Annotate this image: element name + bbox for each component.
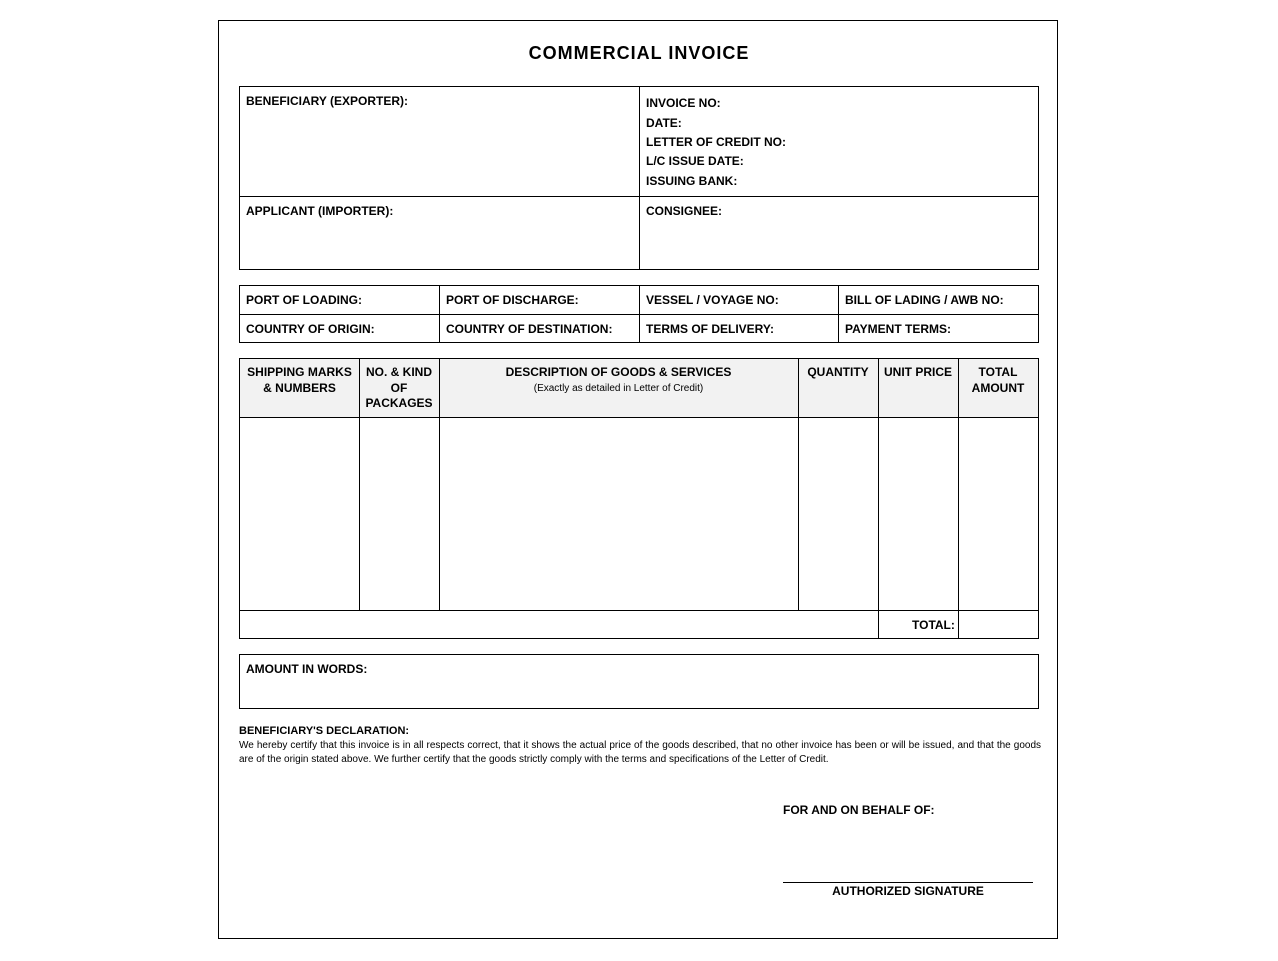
bill-of-lading-label: BILL OF LADING / AWB NO:	[845, 293, 1004, 307]
lc-issue-date-label: L/C ISSUE DATE:	[646, 154, 744, 168]
description-header: DESCRIPTION OF GOODS & SERVICES (Exactly as detailed in Letter of Credit)	[439, 365, 798, 397]
terms-of-delivery-label: TERMS OF DELIVERY:	[646, 322, 775, 336]
port-of-loading-label: PORT OF LOADING:	[246, 293, 362, 307]
consignee-label: CONSIGNEE:	[646, 204, 723, 218]
invoice-no-label: INVOICE NO:	[646, 96, 721, 110]
shipping-marks-header: SHIPPING MARKS & NUMBERS	[247, 365, 352, 395]
declaration-text: We hereby certify that this invoice is in all respects correct, that it shows the actual price of the goods described, that no other invoice has been or will be issued, and that the goods are of the origin stated above. We further certify that the goods strictly comply with the terms and specifications of the Letter of Credit.	[239, 740, 1041, 765]
amount-in-words-label: AMOUNT IN WORDS:	[246, 662, 368, 676]
document-title: COMMERCIAL INVOICE	[528, 43, 750, 63]
signature-label: AUTHORIZED SIGNATURE	[832, 884, 984, 898]
total-label: TOTAL:	[912, 618, 955, 632]
amount-in-words-block	[239, 654, 1039, 709]
shipping-block	[239, 285, 1039, 343]
lc-no-label: LETTER OF CREDIT NO:	[646, 135, 786, 149]
port-of-discharge-label: PORT OF DISCHARGE:	[446, 293, 579, 307]
vessel-voyage-label: VESSEL / VOYAGE NO:	[646, 293, 779, 307]
signature-line	[783, 882, 1033, 883]
total-amount-header: TOTAL AMOUNT	[971, 365, 1025, 395]
issuing-bank-label: ISSUING BANK:	[646, 174, 738, 188]
behalf-label: FOR AND ON BEHALF OF:	[783, 803, 935, 817]
date-label: DATE:	[646, 116, 682, 130]
unit-price-header: UNIT PRICE	[883, 365, 952, 379]
country-of-destination-label: COUNTRY OF DESTINATION:	[446, 322, 613, 336]
quantity-header: QUANTITY	[807, 365, 869, 379]
declaration-title: BENEFICIARY'S DECLARATION:	[239, 725, 410, 737]
payment-terms-label: PAYMENT TERMS:	[845, 322, 952, 336]
description-note: (Exactly as detailed in Letter of Credit)	[533, 382, 704, 394]
goods-table	[239, 358, 1039, 639]
country-of-origin-label: COUNTRY OF ORIGIN:	[246, 322, 375, 336]
parties-block	[239, 86, 1039, 270]
invoice-page	[218, 20, 1058, 939]
packages-header: NO. & KIND OF PACKAGES	[365, 365, 433, 410]
beneficiary-label: BENEFICIARY (EXPORTER):	[246, 94, 409, 108]
applicant-label: APPLICANT (IMPORTER):	[246, 204, 394, 218]
